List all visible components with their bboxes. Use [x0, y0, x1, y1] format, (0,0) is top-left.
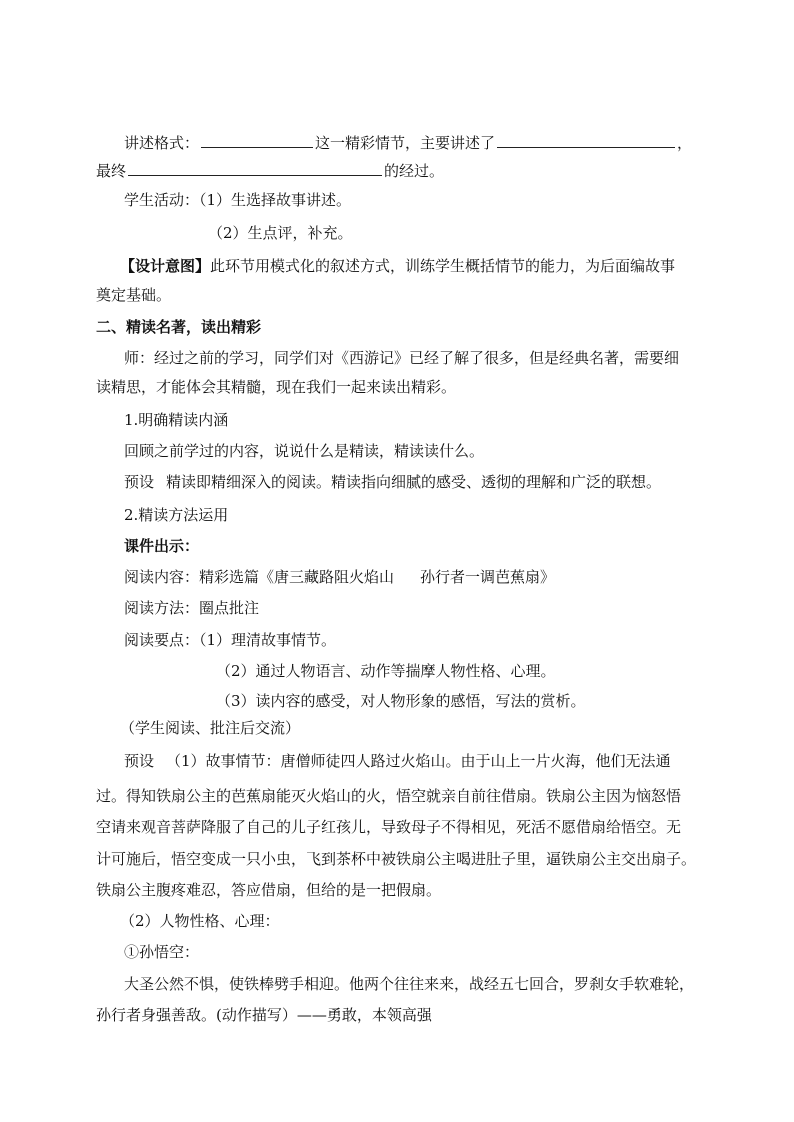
character-heading: （2）人物性格、心理： — [120, 912, 280, 930]
format-mid: 这一精彩情节，主要讲述了 — [315, 134, 496, 152]
blank-line-3 — [128, 161, 382, 176]
reading-content-a: 阅读内容：精彩选篇《唐三藏路阻火焰山 — [124, 568, 395, 586]
wukong-heading: ①孙悟空： — [124, 943, 200, 961]
key-point-2: （2）通过人物语言、动作等揣摩人物性格、心理。 — [216, 662, 556, 680]
format-line-2 — [96, 161, 444, 181]
format-suffix: 的经过。 — [384, 162, 445, 180]
teacher-line-1: 师：经过之前的学习，同学们对《西游记》已经了解了很多，但是经典名著，需要细 — [124, 349, 680, 367]
blank-line-1 — [201, 133, 313, 148]
key-point-3: （3）读内容的感受，对人物形象的感悟，写法的赏析。 — [216, 692, 586, 710]
quote-line-1: 大圣公然不惧，使铁棒劈手相迎。他两个往往来来，战经五七回合，罗刹女手软难轮， — [124, 975, 695, 993]
plot-line-3: 空请来观音菩萨降服了自己的儿子红孩儿，导致母子不得相见，死活不愿借扇给悟空。无 — [96, 818, 682, 836]
activity-item-2: （2）生点评，补充。 — [208, 224, 353, 242]
exchange-note: （学生阅读、批注后交流） — [120, 719, 301, 737]
plot-line-4: 计可施后，悟空变成一只小虫，飞到茶杯中被铁扇公主喝进肚子里，逼铁扇公主交出扇子。 — [96, 850, 697, 868]
plot-line-2: 过。得知铁扇公主的芭蕉扇能灭火焰山的火，悟空就亲自前往借扇。铁扇公主因为恼怒悟 — [96, 787, 682, 805]
review-question: 回顾之前学过的内容，说说什么是精读，精读读什么。 — [124, 442, 485, 460]
design-intent-text: 此环节用模式化的叙述方式，训练学生概括情节的能力，为后面编故事 — [210, 257, 676, 275]
activity-title: 学生活动：（1）生选择故事讲述。 — [124, 191, 352, 209]
blank-line-2 — [497, 133, 675, 148]
reading-content — [124, 567, 555, 587]
step-2: 2.精读方法运用 — [124, 506, 229, 524]
quote-line-2: 孙行者身强善敌。(动作描写）——勇敢，本领高强 — [96, 1006, 432, 1024]
step-1: 1.明确精读内涵 — [124, 411, 229, 429]
reading-content-b: 孙行者一调芭蕉扇》 — [420, 568, 556, 586]
plot-line-1 — [124, 751, 671, 771]
format-second-prefix: 最终 — [96, 162, 127, 180]
plot-line-5: 铁扇公主腹疼难忍，答应借扇，但给的是一把假扇。 — [96, 881, 442, 899]
section-heading: 二、精读名著，读出精彩 — [96, 318, 262, 336]
design-intent — [120, 256, 675, 276]
design-intent-cont: 奠定基础。 — [96, 286, 172, 304]
preset-definition — [124, 472, 661, 492]
key-point-1: 阅读要点：（1）理清故事情节。 — [124, 631, 337, 649]
format-comma: ， — [677, 134, 693, 152]
reading-method: 阅读方法：圈点批注 — [124, 599, 260, 617]
teacher-line-2: 读精思，才能体会其精髓，现在我们一起来读出精彩。 — [96, 378, 457, 396]
plot-label: 预设 — [124, 752, 155, 770]
format-line — [124, 133, 692, 153]
preset-text: 精读即精细深入的阅读。精读指向细腻的感受、透彻的理解和广泛的联想。 — [166, 473, 662, 491]
plot-text-1: （1）故事情节：唐僧师徒四人路过火焰山。由于山上一片火海，他们无法通 — [166, 752, 671, 770]
design-intent-label: 【设计意图】 — [120, 257, 211, 275]
format-prefix: 讲述格式： — [124, 134, 200, 152]
preset-label: 预设 — [124, 473, 155, 491]
courseware-label: 课件出示： — [124, 537, 200, 555]
